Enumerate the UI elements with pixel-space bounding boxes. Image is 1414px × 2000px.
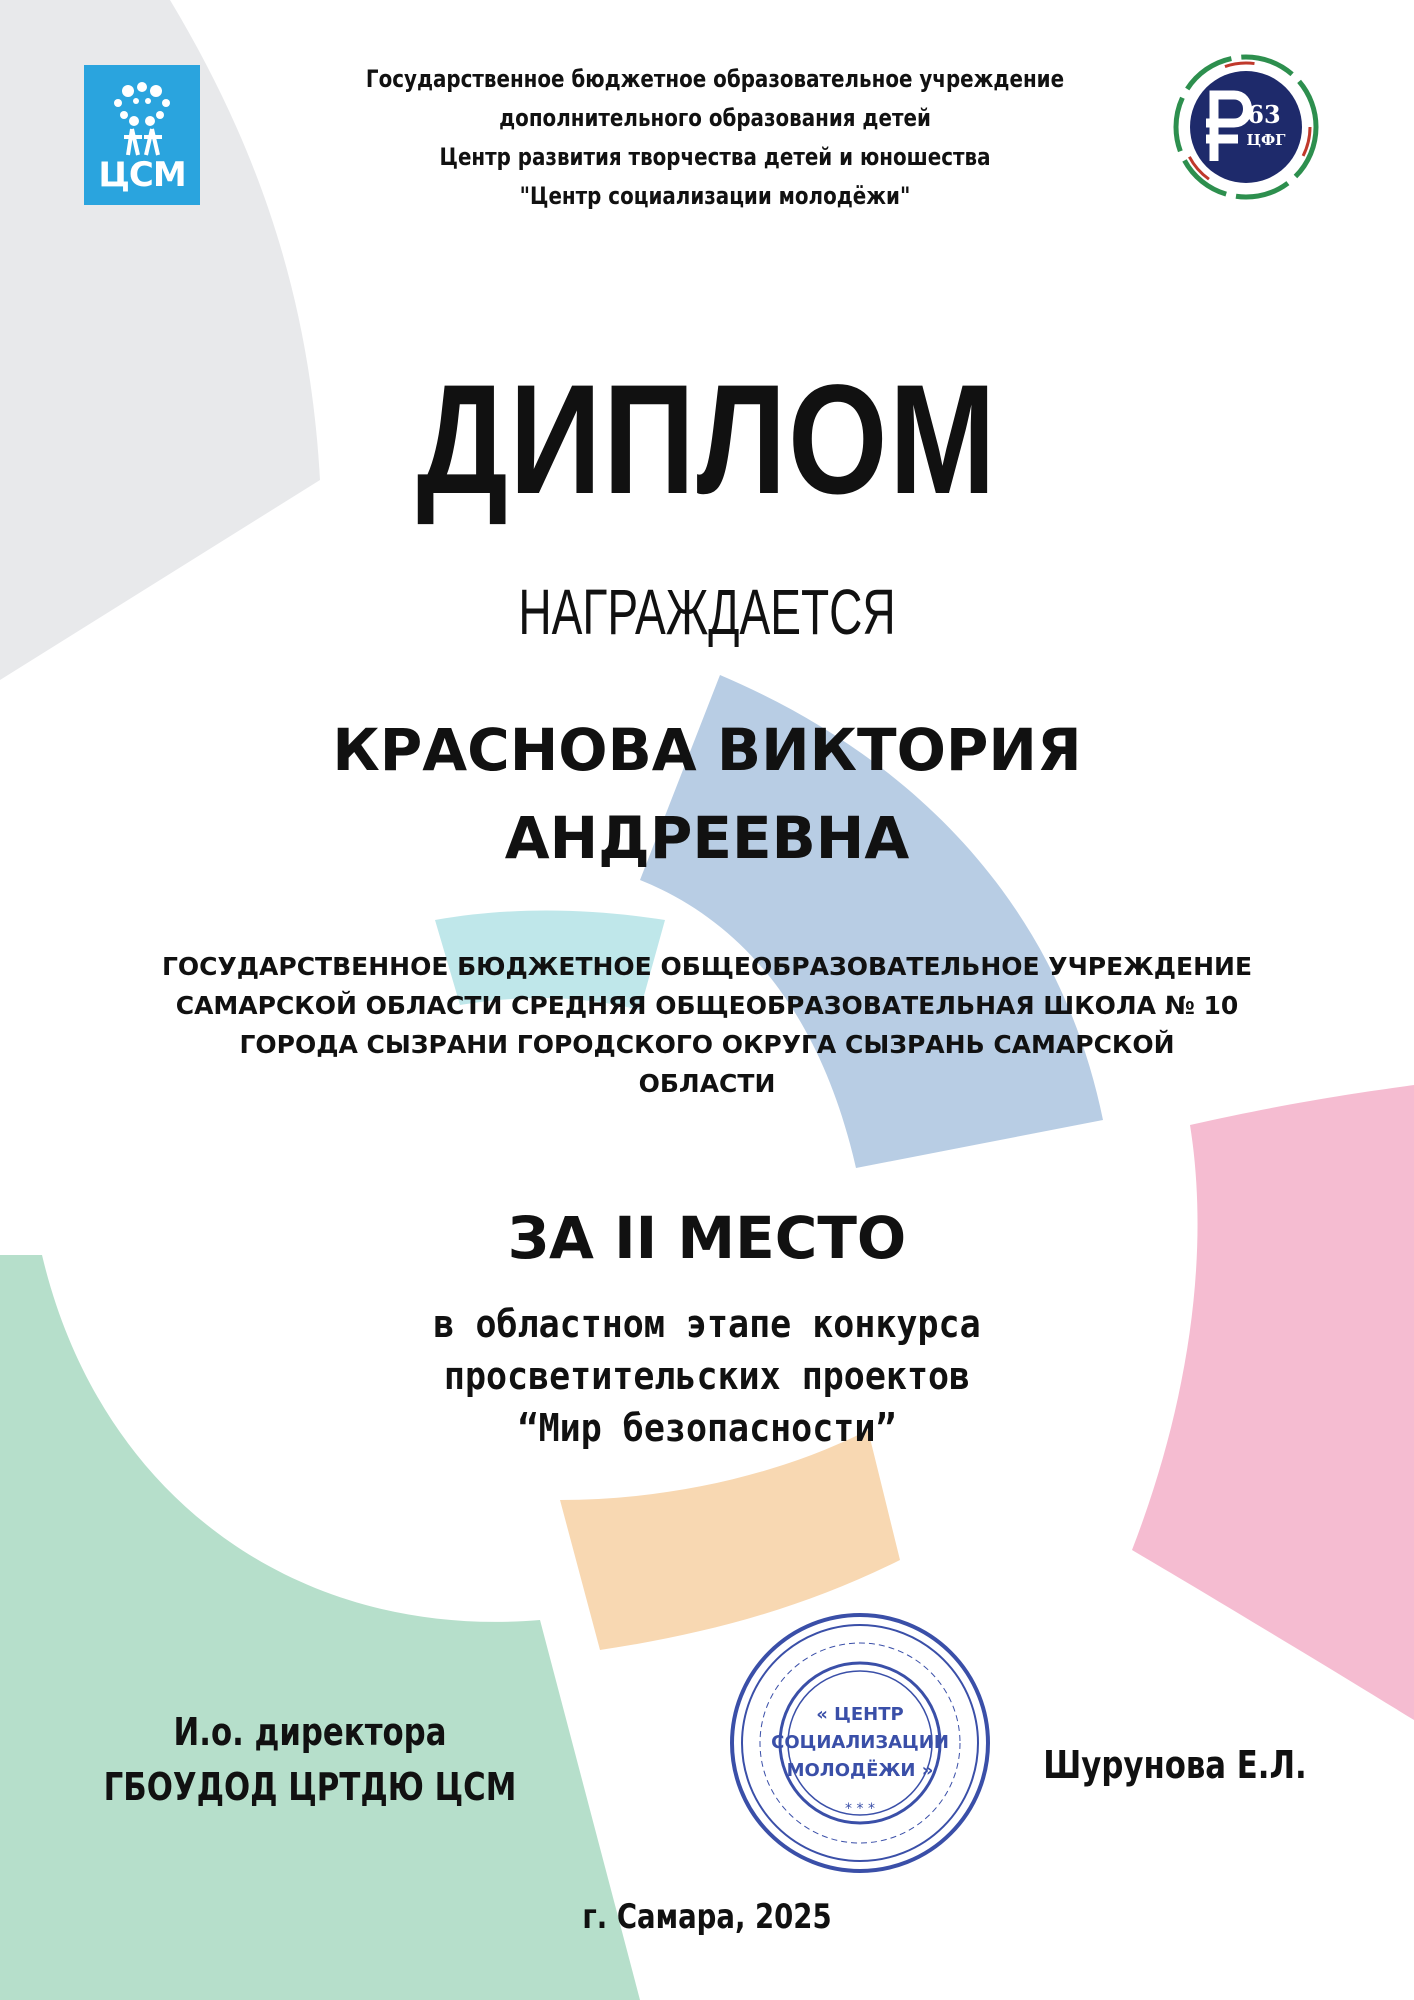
stamp-center-line: « ЦЕНТР [816, 1704, 904, 1725]
contest-description [241, 1298, 1174, 1454]
award-place: ЗА II МЕСТО [507, 1204, 907, 1272]
organization-header [333, 60, 1097, 216]
signer-position-line: ГБОУДОД ЦРТДЮ ЦСМ [103, 1765, 517, 1809]
signer-name: Шурунова Е.Л. [1043, 1743, 1307, 1787]
header-line: Центр развития творчества детей и юношества [439, 143, 991, 171]
header-line: "Центр социализации молодёжи" [519, 182, 911, 210]
cfg-logo-abbr: ЦФГ [1246, 131, 1286, 149]
svg-text:* * *: * * * [845, 1801, 875, 1817]
ruble-cfg-logo-icon [1172, 53, 1320, 201]
cfg-logo-number: 63 [1247, 100, 1281, 129]
header-line: Государственное бюджетное образовательное учреждение [365, 65, 1065, 93]
csm-logo-icon [84, 65, 200, 205]
contest-line: “Мир безопасности” [517, 1406, 897, 1450]
csm-logo-figures-icon [84, 65, 200, 160]
official-stamp-icon [725, 1608, 995, 1878]
school-name-line: ГОСУДАРСТВЕННОЕ БЮДЖЕТНОЕ ОБЩЕОБРАЗОВАТЕЛЬНОЕ УЧРЕЖДЕНИЕ [161, 952, 1253, 981]
stamp-center-line: СОЦИАЛИЗАЦИИ [771, 1732, 949, 1753]
signer-position-line: И.о. директора [173, 1710, 447, 1754]
contest-line: в областном этапе конкурса [433, 1302, 981, 1346]
school-name-line: САМАРСКОЙ ОБЛАСТИ СРЕДНЯЯ ОБЩЕОБРАЗОВАТЕЛЬНАЯ ШКОЛА № 10 [175, 991, 1239, 1020]
diploma-title: ДИПЛОМ [416, 353, 998, 527]
awarded-heading: НАГРАЖДАЕТСЯ [518, 576, 896, 648]
recipient-name-line: АНДРЕЕВНА [504, 804, 910, 872]
signer-position [103, 1705, 517, 1815]
stamp-center-line: МОЛОДЁЖИ » [786, 1760, 934, 1781]
pink-arc-shape [1132, 1085, 1414, 1720]
city-and-year: г. Самара, 2025 [582, 1897, 832, 1937]
contest-line: просветительских проектов [443, 1354, 971, 1398]
recipient-name [200, 706, 1214, 882]
recipient-name-line: КРАСНОВА ВИКТОРИЯ [332, 716, 1082, 784]
school-name-line: ГОРОДА СЫЗРАНИ ГОРОДСКОГО ОКРУГА СЫЗРАНЬ САМАРСКОЙ [239, 1030, 1175, 1059]
school-name [130, 947, 1284, 1103]
school-name-line: ОБЛАСТИ [638, 1069, 776, 1098]
csm-logo-text: ЦСМ [98, 155, 186, 195]
header-line: дополнительного образования детей [499, 104, 931, 132]
